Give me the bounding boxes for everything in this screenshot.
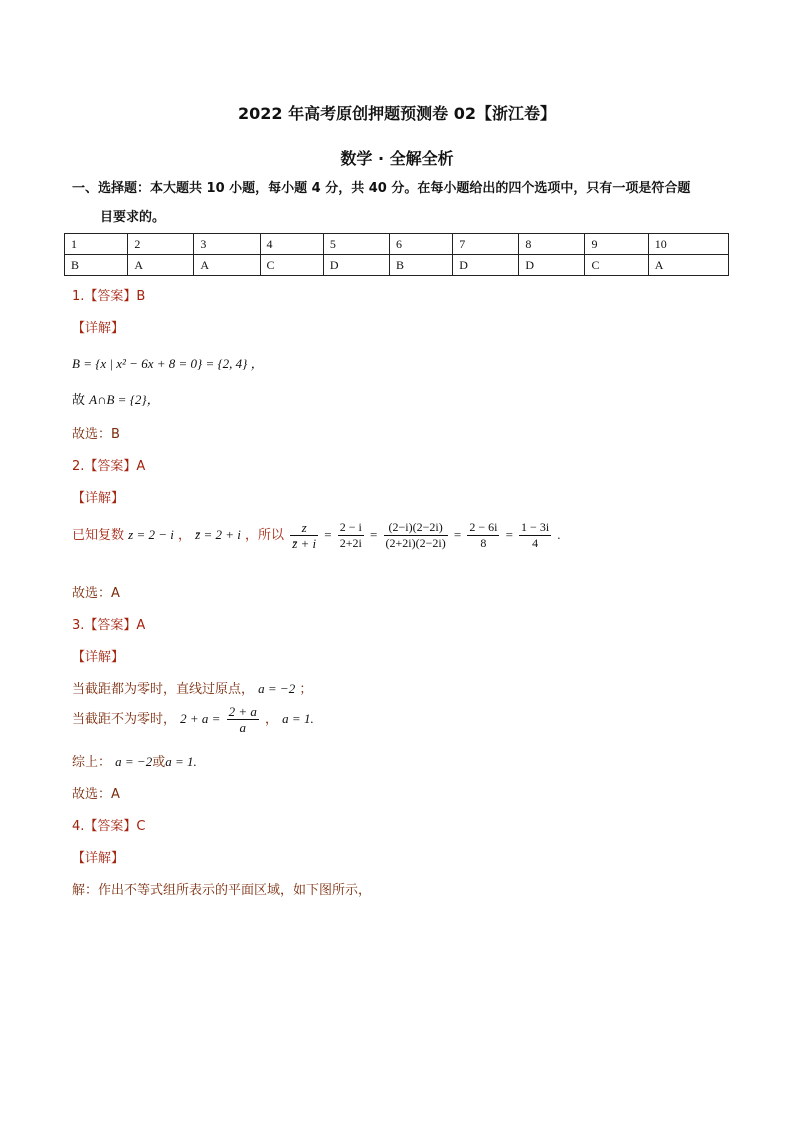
answer-cell: C [260, 255, 323, 276]
q2-fraction-3-num: (2−i)(2−2i) [384, 520, 448, 536]
q2-fraction-1-den: z̄ + i [292, 536, 317, 551]
q2-fraction-1 [290, 520, 318, 551]
q2-period: . [557, 527, 561, 542]
q2-fraction-1-num: z [290, 520, 318, 536]
question-number: 4 [260, 234, 323, 255]
q3-case-nonzero [72, 704, 314, 735]
q1-set-b-equation: B = {x | x² − 6x + 8 = 0} = {2, 4} ， [72, 356, 264, 371]
q3-answer-heading: 3.【答案】A [72, 618, 146, 633]
q3-case-nonzero-lhs: 2 + a = [180, 711, 221, 726]
question-number: 7 [453, 234, 519, 255]
q4-detail-label: 【详解】 [72, 851, 125, 866]
q3-summary-value-2: a = 1. [165, 754, 197, 769]
answer-cell: A [648, 255, 728, 276]
q2-zbar-value: z̄ = 2 + i [195, 527, 241, 542]
q1-choice: 故选：B [72, 427, 120, 442]
answer-cell: A [128, 255, 194, 276]
answer-cell: D [323, 255, 389, 276]
q2-fraction-4-den: 8 [480, 536, 487, 550]
q3-summary-or: 或 [152, 755, 166, 770]
q1-conclusion-prefix: 故 [72, 393, 86, 408]
q2-text-given: 已知复数 [72, 528, 125, 543]
intro-line-1: 一、选择题：本大题共 10 小题，每小题 4 分，共 40 分。在每小题给出的四个选项中，只有一项是符合题 [72, 181, 691, 196]
q3-case-zero-text: 当截距都为零时，直线过原点， [72, 682, 255, 697]
q3-case-zero [72, 678, 312, 697]
q2-fraction-2-num: 2 − i [339, 520, 362, 534]
q4-solution-line: 解：作出不等式组所表示的平面区域，如下图所示， [72, 883, 372, 898]
q3-summary-value-1: a = −2 [115, 754, 153, 769]
q3-case-nonzero-sep: ， [265, 712, 279, 727]
q2-equals: = [324, 527, 332, 542]
q3-fraction-den: a [239, 720, 246, 735]
q2-equals: = [370, 527, 378, 542]
q1-intersection: A∩B = {2}， [89, 392, 160, 407]
q2-fraction-5-num: 1 − 3i [521, 520, 550, 534]
answer-cell: B [389, 255, 452, 276]
q2-fraction-3 [384, 520, 448, 551]
question-number: 2 [128, 234, 194, 255]
q2-fraction-4-num: 2 − 6i [469, 520, 498, 534]
q3-fraction-num: 2 + a [228, 704, 257, 719]
q2-choice: 故选：A [72, 586, 120, 601]
q2-fraction-2 [338, 520, 364, 551]
q3-case-nonzero-value: a = 1. [282, 711, 314, 726]
q2-equals: = [505, 527, 513, 542]
q2-separator: ， [178, 528, 192, 543]
answer-table-number-row [65, 234, 729, 255]
answer-table [64, 233, 729, 276]
q3-case-nonzero-fraction [227, 704, 259, 735]
q3-case-zero-end: ； [299, 682, 313, 697]
intro-line-2: 目要求的。 [100, 210, 166, 225]
q2-text-so: ，所以 [245, 528, 285, 543]
q1-detail-label: 【详解】 [72, 321, 125, 336]
answer-cell: D [519, 255, 585, 276]
question-number: 8 [519, 234, 585, 255]
q3-case-zero-value: a = −2 [258, 681, 296, 696]
q3-summary [72, 751, 197, 770]
answer-cell: A [194, 255, 260, 276]
q2-fraction-5 [519, 520, 551, 551]
answer-cell: B [65, 255, 128, 276]
question-number: 3 [194, 234, 260, 255]
q2-derivation [72, 520, 561, 551]
q3-summary-text: 综上： [72, 755, 112, 770]
question-number: 9 [585, 234, 648, 255]
q1-equation-1 [72, 353, 264, 372]
q3-detail-label: 【详解】 [72, 650, 125, 665]
page-subtitle: 数学 · 全解全析 [340, 149, 454, 168]
q3-choice: 故选：A [72, 787, 120, 802]
q2-fraction-2-den: 2+2i [339, 536, 362, 550]
q4-answer-heading: 4.【答案】C [72, 819, 146, 834]
q2-z-value: z = 2 − i [128, 527, 174, 542]
section-intro [72, 174, 732, 232]
q2-fraction-3-den: (2+2i)(2−2i) [385, 536, 446, 550]
answer-cell: D [453, 255, 519, 276]
q2-detail-label: 【详解】 [72, 491, 125, 506]
q2-equals: = [453, 527, 462, 542]
answer-cell: C [585, 255, 648, 276]
q2-fraction-5-den: 4 [532, 536, 539, 550]
q2-fraction-4 [467, 520, 499, 551]
q1-equation-2 [72, 389, 160, 408]
page-title: 2022 年高考原创押题预测卷 02【浙江卷】 [238, 104, 556, 123]
question-number: 6 [389, 234, 452, 255]
question-number: 1 [65, 234, 128, 255]
q1-answer-heading: 1.【答案】B [72, 289, 146, 304]
q2-answer-heading: 2.【答案】A [72, 459, 146, 474]
answer-table-answer-row [65, 255, 729, 276]
question-number: 10 [648, 234, 728, 255]
q3-case-nonzero-text: 当截距不为零时， [72, 712, 177, 727]
question-number: 5 [323, 234, 389, 255]
